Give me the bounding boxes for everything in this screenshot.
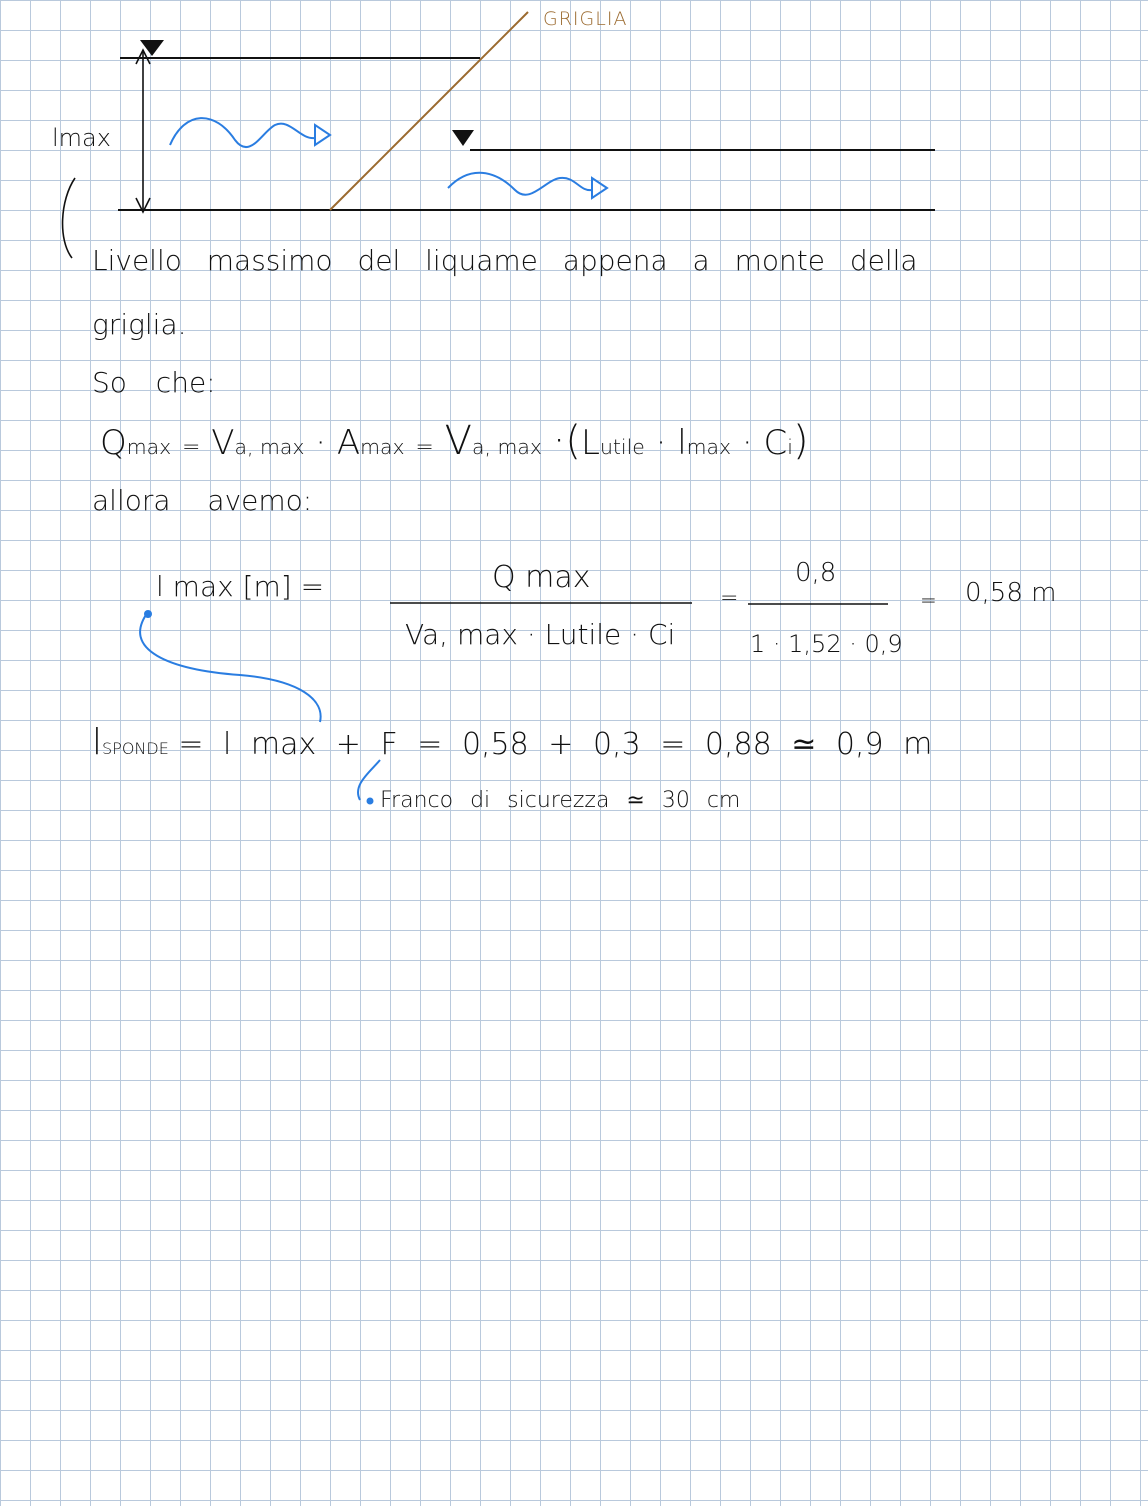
flow-arrow-upstream-icon [315, 125, 330, 145]
eq-sign-b: = [415, 435, 434, 460]
fraction-denominator: Va, max · Lutile · Ci [405, 618, 676, 651]
lmax-label: lmax [52, 124, 111, 152]
l-sub: utile [599, 435, 645, 459]
fraction-eq: = [720, 586, 739, 611]
link-curve-lmax [140, 612, 321, 722]
text-line-2: griglia. [92, 308, 187, 341]
dot-2: · [655, 423, 667, 463]
flow-wave-upstream [170, 118, 315, 147]
link-dot-lmax [144, 610, 152, 618]
equation-q-max [100, 418, 809, 464]
link-dot-franco [367, 798, 374, 805]
text-line-4: allora avemo: [92, 484, 313, 517]
a-symbol: A [336, 423, 361, 463]
flow-wave-downstream [448, 173, 592, 195]
a-sub: max [360, 435, 405, 459]
q-symbol: Q [100, 423, 127, 463]
sponde-rest: = l max + F = 0,58 + 0,3 = 0,88 ≃ 0,9 m [178, 727, 933, 762]
va2-sub: a, max [472, 435, 542, 459]
grid-label: GRIGLIA [543, 8, 628, 30]
sponde-sub: SPONDE [102, 739, 169, 758]
close-paren: ) [792, 418, 809, 464]
ci-sub: i [787, 435, 793, 459]
fraction-eq-2: = [920, 588, 937, 612]
fraction-result: 0,58 m [965, 578, 1057, 608]
sponde-l: l [92, 722, 103, 763]
water-level-marker-downstream [452, 130, 474, 146]
flow-arrow-downstream-icon [592, 178, 607, 198]
fraction-numerator-2: 0,8 [795, 558, 837, 588]
eq-sign-a: = [182, 435, 201, 460]
va-sub: a, max [234, 435, 305, 459]
dot-3: · [741, 423, 753, 463]
va-symbol: V [211, 423, 235, 463]
screen-grid-line [330, 12, 528, 210]
dot-1: · [315, 423, 327, 463]
open-paren: ·( [552, 418, 582, 464]
q-sub: max [126, 435, 172, 459]
sponde-equation [92, 722, 932, 763]
link-curve-franco [358, 760, 380, 800]
l-symbol: L [581, 423, 600, 463]
fraction-lhs: l max [m] = [156, 570, 325, 603]
text-line-1: Livello massimo del liquame appena a monte della [92, 244, 918, 277]
va2-symbol: V [444, 418, 472, 464]
lm-sub: max [686, 435, 732, 459]
franco-note: Franco di sicurezza ≃ 30 cm [380, 788, 741, 813]
lm-symbol: l [677, 423, 687, 463]
fraction-numerator: Q max [492, 560, 591, 595]
fraction-denominator-2: 1 · 1,52 · 0,9 [750, 630, 903, 658]
text-line-3: So che: [92, 366, 216, 399]
ci-symbol: C [763, 423, 788, 463]
lmax-bracket [63, 178, 75, 258]
